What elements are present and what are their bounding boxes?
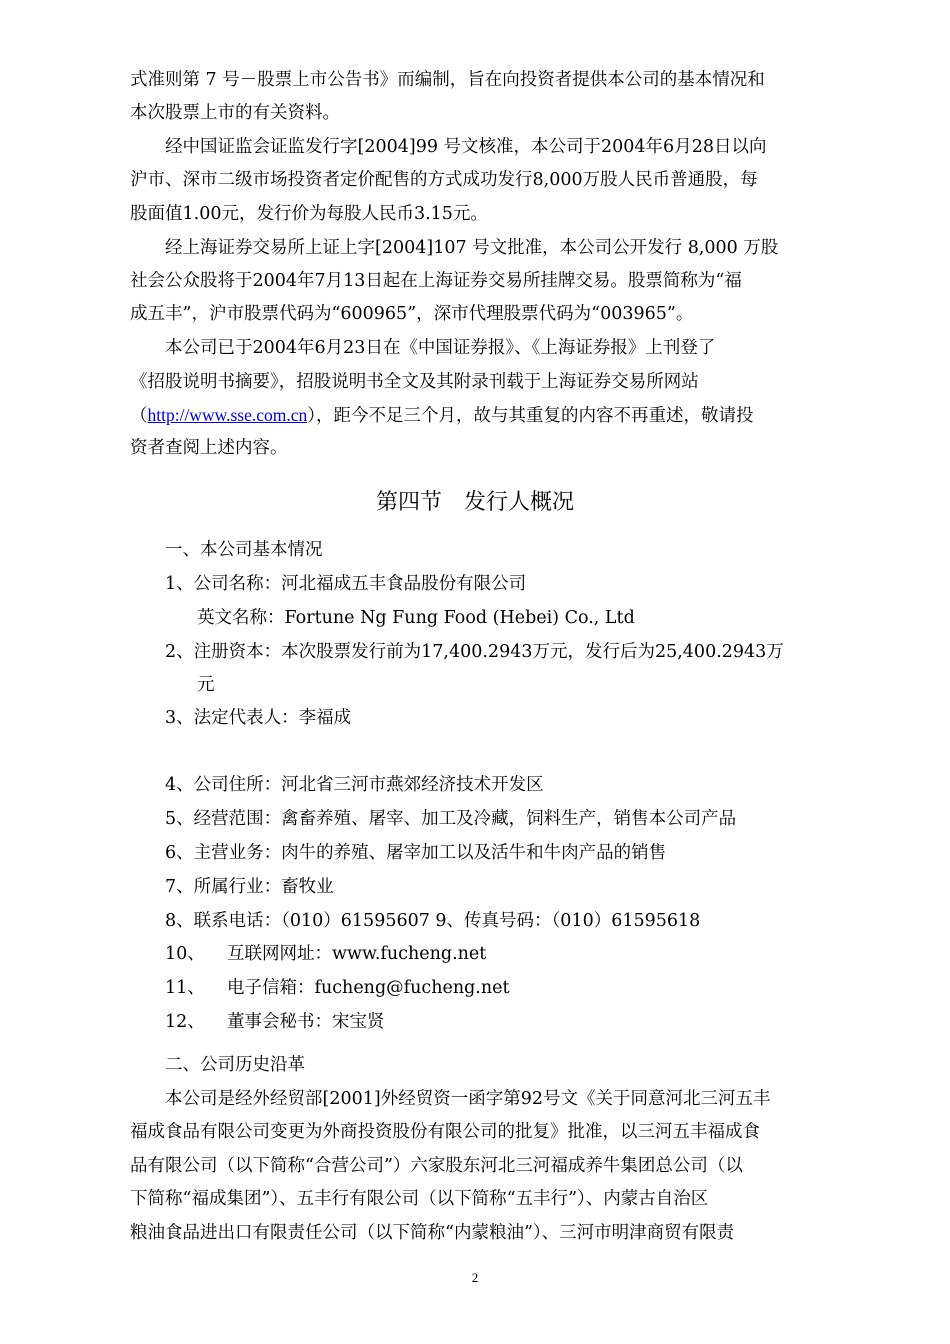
item-email	[165, 976, 865, 1000]
item-website	[165, 942, 865, 966]
intro-p3-line2: 社会公众股将于2004年7月13日起在上海证券交易所挂牌交易。股票简称为“福	[130, 271, 742, 291]
history-line5: 粮油食品进出口有限责任公司（以下简称“内蒙粮油”）、三河市明津商贸有限责	[130, 1223, 735, 1243]
item-address: 4、公司住所：河北省三河市燕郊经济技术开发区	[165, 775, 544, 795]
item-number: 12、	[165, 1012, 205, 1032]
intro-p2-line2: 沪市、深市二级市场投资者定价配售的方式成功发行8,000万股人民币普通股，每	[130, 170, 758, 190]
intro-p2-line3: 股面值1.00元，发行价为每股人民币3.15元。	[130, 204, 488, 224]
subsection-history: 二、公司历史沿革	[165, 1055, 305, 1075]
intro-p4-line3-text: ），距今不足三个月，故与其重复的内容不再重述，敬请投	[307, 406, 754, 426]
intro-p4-line3	[130, 403, 830, 428]
section-title: 第四节 发行人概况	[375, 490, 574, 515]
page-number: 2	[471, 1270, 479, 1285]
intro-p3-line1: 经上海证券交易所上证上字[2004]107 号文批准，本公司公开发行 8,000 万股	[165, 238, 779, 258]
intro-p4-line1: 本公司已于2004年6月23日在《中国证券报》、《上海证券报》上刊登了	[165, 338, 716, 358]
paren-open: （	[130, 406, 148, 426]
item-legal-rep: 3、法定代表人：李福成	[165, 708, 352, 728]
item-number: 10、	[165, 944, 205, 964]
item-secretary-text: 董事会秘书：宋宝贤	[227, 1012, 385, 1032]
item-number: 11、	[165, 978, 205, 998]
item-board-secretary	[165, 1010, 865, 1034]
intro-p4-line2: 《招股说明书摘要》，招股说明书全文及其附录刊载于上海证券交易所网站	[130, 372, 699, 392]
intro-p4-line4: 资者查阅上述内容。	[130, 438, 288, 458]
item-registered-capital-cont: 元	[197, 675, 215, 695]
item-company-name: 1、公司名称：河北福成五丰食品股份有限公司	[165, 574, 527, 594]
item-phone-fax: 8、联系电话：（010）61595607 9、传真号码：（010）61595618	[165, 911, 701, 931]
intro-p1-line1: 式准则第 7 号－股票上市公告书》而编制，旨在向投资者提供本公司的基本情况和	[130, 70, 765, 90]
sse-website-link[interactable]: http://www.sse.com.cn	[147, 405, 308, 425]
intro-p3-line3: 成五丰”，沪市股票代码为“600965”，深市代理股票代码为“003965”。	[130, 304, 694, 324]
intro-p2-line1: 经中国证监会证监发行字[2004]99 号文核准，本公司于2004年6月28日以向	[165, 137, 767, 157]
subsection-basic-info: 一、本公司基本情况	[165, 540, 323, 560]
item-business-scope: 5、经营范围：禽畜养殖、屠宰、加工及冷藏，饲料生产，销售本公司产品	[165, 809, 737, 829]
item-main-business: 6、主营业务：肉牛的养殖、屠宰加工以及活牛和牛肉产品的销售	[165, 843, 667, 863]
history-line3: 品有限公司（以下简称“合营公司”）六家股东河北三河福成养牛集团总公司（以	[130, 1156, 743, 1176]
history-line1: 本公司是经外经贸部[2001]外经贸资一函字第92号文《关于同意河北三河五丰	[165, 1089, 771, 1109]
item-industry: 7、所属行业：畜牧业	[165, 877, 334, 897]
item-website-text: 互联网网址：www.fucheng.net	[227, 944, 487, 964]
intro-p1-line2: 本次股票上市的有关资料。	[130, 103, 340, 123]
item-registered-capital: 2、注册资本：本次股票发行前为17,400.2943万元，发行后为25,400.2943万	[165, 642, 784, 662]
item-email-text: 电子信箱：fucheng@fucheng.net	[227, 978, 510, 998]
item-english-name: 英文名称：Fortune Ng Fung Food (Hebei) Co., Ltd	[197, 608, 635, 628]
history-line4: 下简称“福成集团”）、五丰行有限公司（以下简称“五丰行”）、内蒙古自治区	[130, 1189, 709, 1209]
history-line2: 福成食品有限公司变更为外商投资股份有限公司的批复》批准，以三河五丰福成食	[130, 1122, 760, 1142]
